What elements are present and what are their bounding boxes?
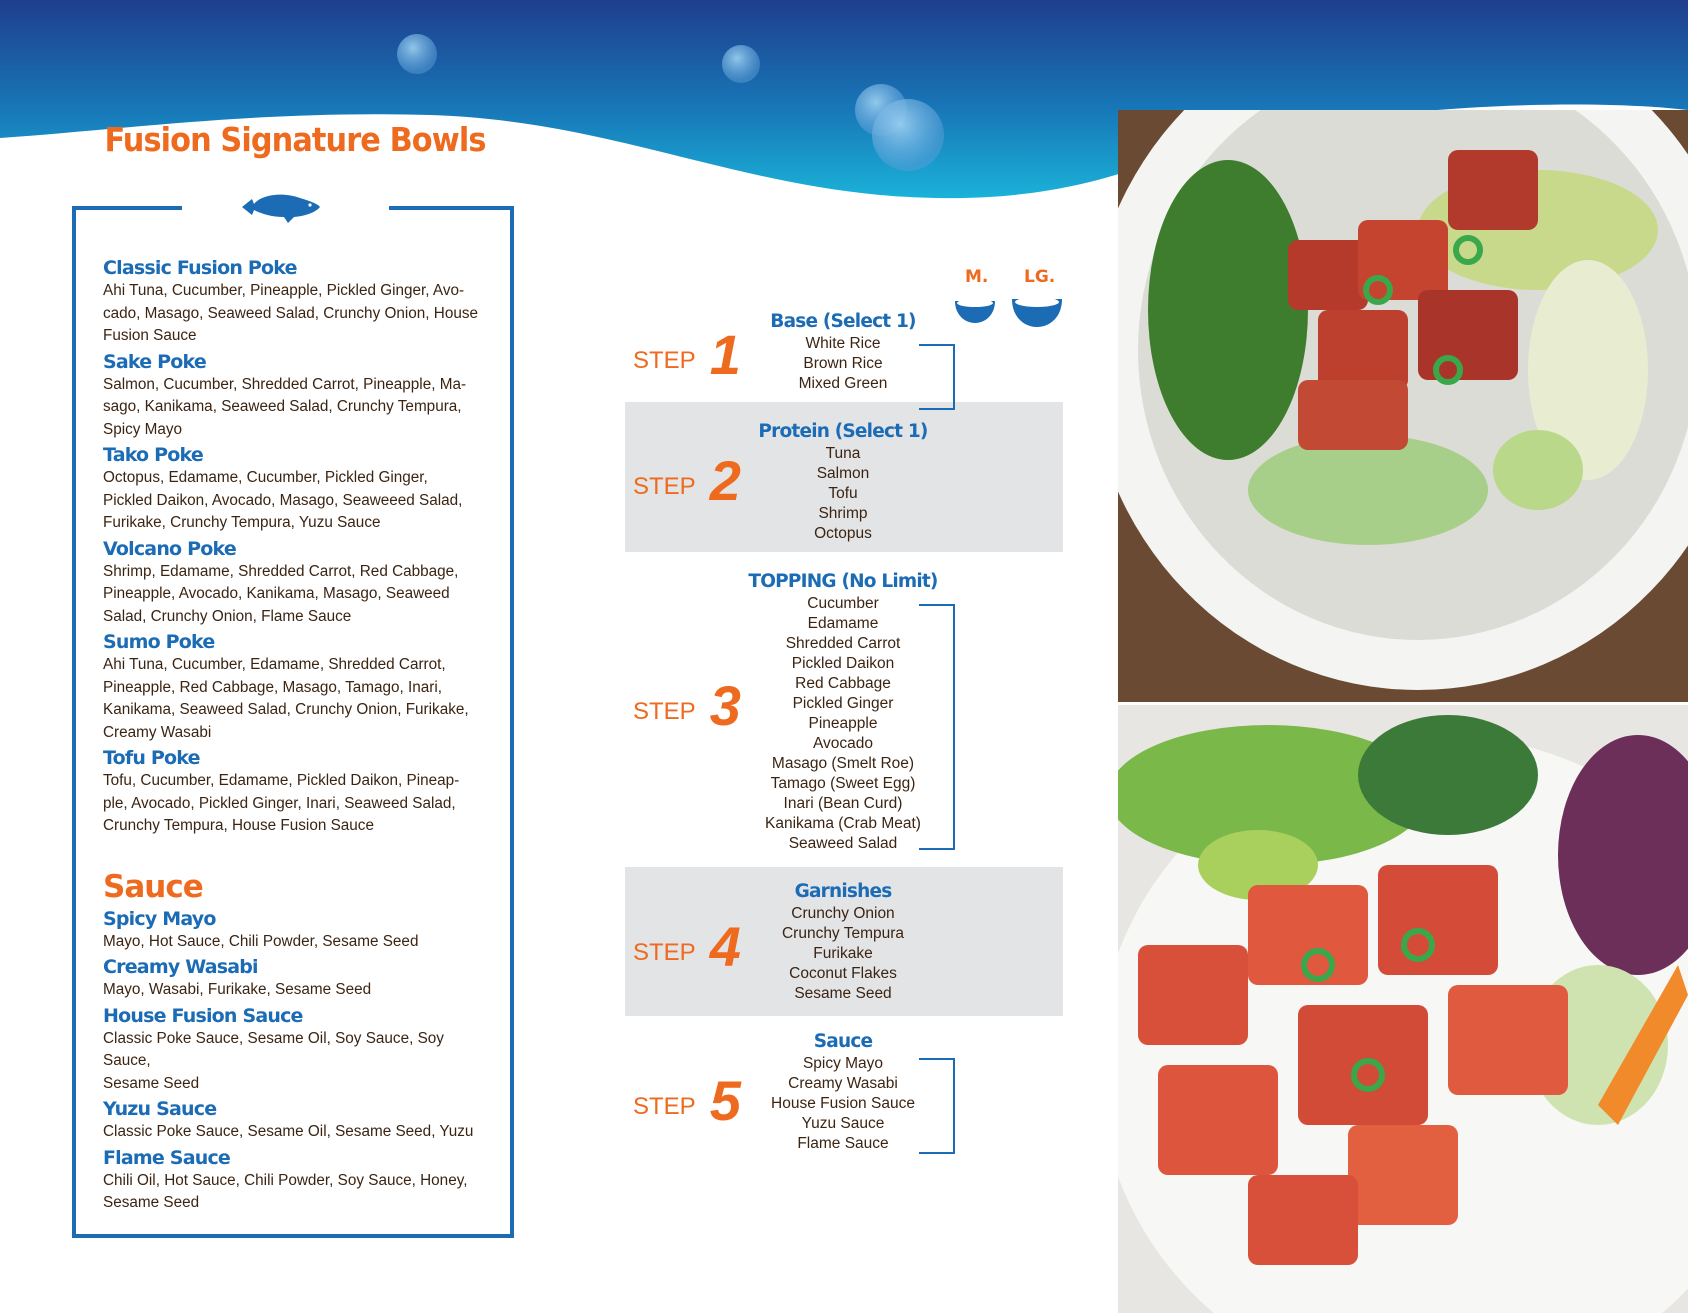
step-option: Pineapple — [808, 715, 878, 732]
step-word: STEP — [633, 473, 696, 500]
step-3-label — [633, 673, 741, 738]
step-option: Mixed Green — [798, 375, 888, 392]
bowl-description: Fusion Sauce — [103, 327, 197, 344]
step-number: 5 — [709, 1069, 741, 1132]
step-heading: Base (Select 1) — [770, 311, 916, 332]
step-word: STEP — [633, 939, 696, 966]
step-option: Crunchy Onion — [791, 905, 895, 922]
step-option: White Rice — [805, 335, 881, 352]
step-option: Creamy Wasabi — [788, 1075, 898, 1092]
step-option: Edamame — [807, 615, 879, 632]
sauce-name: Creamy Wasabi — [103, 956, 258, 978]
step-1-label — [633, 322, 741, 387]
tuna-poke-bowl-photo — [1118, 110, 1688, 702]
step-option: Crunchy Tempura — [781, 925, 905, 942]
sauce-description: Sesame Seed — [103, 1074, 200, 1092]
step-1-options — [743, 310, 943, 394]
sauce-description: Mayo, Wasabi, Furikake, Sesame Seed — [103, 981, 372, 998]
step-2-options — [743, 420, 943, 544]
bowl-description: Creamy Wasabi — [103, 723, 212, 741]
sauce-name: Spicy Mayo — [103, 907, 216, 930]
step-2-label — [633, 448, 741, 513]
step-option: Tuna — [825, 445, 861, 462]
step-option: Coconut Flakes — [789, 965, 897, 982]
step-option: Sesame Seed — [794, 985, 892, 1002]
option-bracket — [919, 1058, 955, 1154]
sauce-name: Flame Sauce — [103, 1146, 230, 1169]
step-option: Cucumber — [807, 595, 879, 612]
step-option: Shredded Carrot — [785, 635, 901, 652]
step-option: House Fusion Sauce — [771, 1095, 915, 1112]
bowl-description: Crunchy Tempura, House Fusion Sauce — [103, 817, 374, 834]
bowl-description: Furikake, Crunchy Tempura, Yuzu Sauce — [103, 514, 381, 531]
step-number: 3 — [709, 674, 741, 737]
step-option: Salmon — [816, 465, 870, 482]
step-option: Spicy Mayo — [802, 1055, 884, 1072]
medium-bowl-icon — [953, 297, 997, 325]
bowl-description: ple, Avocado, Pickled Ginger, Inari, Seaweed Salad, — [103, 794, 456, 812]
step-option: Tofu — [828, 485, 858, 502]
step-number: 2 — [709, 449, 741, 512]
bowl-description: cado, Masago, Seaweed Salad, Crunchy Onion, House — [103, 304, 478, 322]
bowl-description: Ahi Tuna, Cucumber, Edamame, Shredded Carrot, — [103, 656, 446, 673]
step-5-options — [743, 1030, 943, 1154]
step-word: STEP — [633, 698, 696, 725]
step-heading: Protein (Select 1) — [758, 421, 928, 442]
bowl-description: Spicy Mayo — [103, 420, 183, 438]
bowl-description: Shrimp, Edamame, Shredded Carrot, Red Cabbage, — [103, 562, 459, 580]
bowl-description: Ahi Tuna, Cucumber, Pineapple, Pickled Ginger, Avo- — [103, 282, 465, 299]
bowl-description: Pickled Daikon, Avocado, Masago, Seaweeed Salad, — [103, 491, 463, 509]
step-number: 1 — [709, 323, 741, 386]
bowl-description: sago, Kanikama, Seaweed Salad, Crunchy Tempura, — [103, 398, 462, 415]
step-option: Flame Sauce — [797, 1135, 889, 1152]
step-option: Masago (Smelt Roe) — [771, 755, 915, 772]
step-option: Inari (Bean Curd) — [783, 795, 903, 812]
option-bracket — [919, 604, 955, 850]
step-heading: TOPPING (No Limit) — [748, 571, 938, 592]
size-medium-label: M. — [965, 267, 989, 287]
step-option: Kanikama (Crab Meat) — [765, 815, 921, 832]
size-large-label: LG. — [1024, 267, 1056, 287]
step-5-label — [633, 1068, 741, 1133]
bowl-description: Salmon, Cucumber, Shredded Carrot, Pineapple, Ma- — [103, 375, 467, 393]
option-bracket — [919, 344, 955, 410]
bowl-name: Sake Poke — [103, 350, 206, 373]
step-option: Brown Rice — [803, 355, 883, 372]
step-option: Tamago (Sweet Egg) — [770, 775, 916, 792]
signature-bowls-list — [103, 256, 483, 1217]
sauce-description: Sesame Seed — [103, 1194, 200, 1211]
step-option: Furikake — [813, 945, 873, 962]
step-4-label — [633, 914, 741, 979]
salmon-poke-bowl-photo — [1118, 705, 1688, 1313]
bowl-description: Octopus, Edamame, Cucumber, Pickled Ginger, — [103, 469, 428, 486]
bowl-name: Sumo Poke — [103, 631, 215, 653]
bowl-description: Pineapple, Red Cabbage, Masago, Tamago, Inari, — [103, 678, 443, 696]
bowl-name: Volcano Poke — [103, 537, 236, 560]
step-word: STEP — [633, 1093, 696, 1120]
sauce-name: House Fusion Sauce — [103, 1004, 303, 1027]
page-title: Fusion Signature Bowls — [104, 120, 486, 159]
sauce-description: Mayo, Hot Sauce, Chili Powder, Sesame Seed — [103, 932, 419, 950]
sauce-name: Yuzu Sauce — [103, 1098, 217, 1120]
sauce-description: Classic Poke Sauce, Sesame Oil, Soy Sauce, Soy Sauce, — [103, 1029, 444, 1069]
step-option: Yuzu Sauce — [801, 1115, 885, 1132]
step-4-options — [743, 880, 943, 1004]
bowl-name: Tako Poke — [103, 444, 203, 466]
step-option: Seaweed Salad — [788, 835, 898, 852]
large-bowl-icon — [1010, 295, 1064, 329]
sauce-description: Chili Oil, Hot Sauce, Chili Powder, Soy Sauce, Honey, — [103, 1171, 468, 1189]
bowl-description: Pineapple, Avocado, Kanikama, Masago, Seaweed — [103, 585, 450, 602]
step-heading: Sauce — [813, 1031, 873, 1052]
step-option: Red Cabbage — [795, 675, 891, 692]
bowl-description: Salad, Crunchy Onion, Flame Sauce — [103, 607, 352, 625]
bowl-name: Tofu Poke — [103, 747, 200, 769]
step-option: Avocado — [812, 735, 874, 752]
step-option: Pickled Daikon — [791, 655, 895, 672]
bowl-description: Tofu, Cucumber, Edamame, Pickled Daikon, Pineap- — [103, 772, 460, 789]
fish-icon — [240, 190, 322, 224]
sauce-description: Classic Poke Sauce, Sesame Oil, Sesame Seed, Yuzu — [103, 1123, 474, 1140]
bowl-name: Classic Fusion Poke — [103, 257, 297, 279]
bowl-description: Kanikama, Seaweed Salad, Crunchy Onion, Furikake, — [103, 701, 469, 718]
step-option: Octopus — [814, 525, 872, 542]
step-option: Pickled Ginger — [792, 695, 894, 712]
sauce-section-heading: Sauce — [103, 868, 203, 905]
step-3-options — [743, 570, 943, 854]
step-number: 4 — [709, 915, 741, 978]
step-word: STEP — [633, 347, 696, 374]
step-heading: Garnishes — [794, 881, 892, 902]
step-option: Shrimp — [818, 505, 868, 522]
